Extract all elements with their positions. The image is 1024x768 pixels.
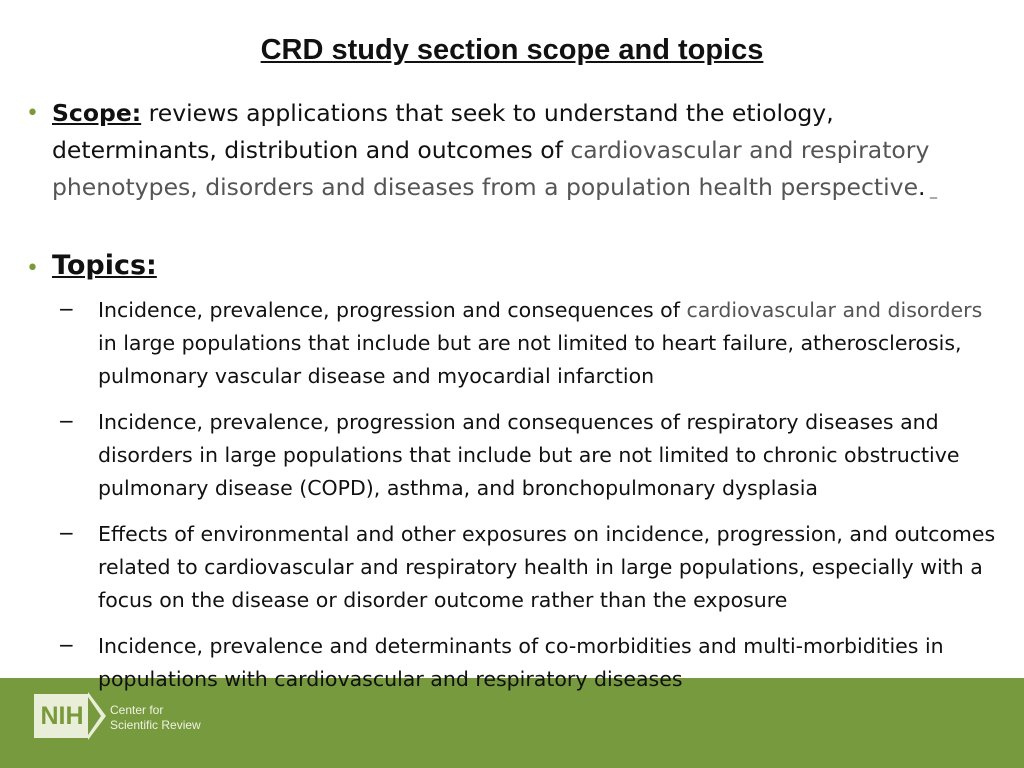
topic-text: Incidence, prevalence, progression and consequences of: [98, 298, 687, 322]
topic-text: Effects of environmental and other exposures on incidence, progression, and outcomes related to cardiovascular and respiratory health in large populations, especially with a focus on the disease or disorder outcome rather than the exposure: [98, 522, 996, 612]
topic-dash: −: [58, 633, 75, 657]
scope-text-highlight: cardiovascular and respiratory phenotypes, disorders and diseases from a population health perspective: [52, 136, 930, 201]
topic-text: Incidence, prevalence and determinants of co-morbidities and multi-morbidities in populations with cardiovascular and respiratory diseases: [98, 634, 944, 691]
topic-item: [98, 630, 998, 696]
topic-item: [98, 294, 998, 393]
topic-dash: −: [58, 297, 75, 321]
scope-trailing-mark: _: [925, 183, 937, 199]
topic-text-highlight: cardiovascular and disorders: [686, 298, 983, 322]
scope-bullet: •: [26, 101, 39, 126]
topic-dash: −: [58, 409, 75, 433]
logo-arrow-inner-icon: [88, 697, 101, 735]
topic-item: [98, 518, 998, 617]
topic-item: [98, 406, 998, 505]
org-name: [110, 703, 201, 733]
topics-bullet: •: [26, 256, 39, 281]
org-name-line2: Scientific Review: [110, 718, 201, 732]
scope-paragraph: [52, 95, 982, 210]
org-name-line1: Center for: [110, 703, 164, 717]
scope-text: reviews applications that seek to understand the etiology, determinants, distribution and outcomes of: [52, 99, 834, 164]
scope-text-end: .: [918, 173, 926, 201]
topics-heading: Topics:: [52, 250, 157, 281]
topic-text: Incidence, prevalence, progression and consequences of respiratory diseases and disorders in large populations that include but are not limited to chronic obstructive pulmonary disease (COPD), asthma, and bronchopulmonary dysplasia: [98, 410, 960, 500]
topic-text-end: in large populations that include but are not limited to heart failure, atherosclerosis, pulmonary vascular disease and myocardial infarction: [98, 331, 962, 388]
slide-title: CRD study section scope and topics: [260, 34, 764, 66]
topic-dash: −: [58, 521, 75, 545]
scope-label: Scope:: [52, 99, 142, 127]
nih-logo: NIH: [34, 694, 90, 738]
